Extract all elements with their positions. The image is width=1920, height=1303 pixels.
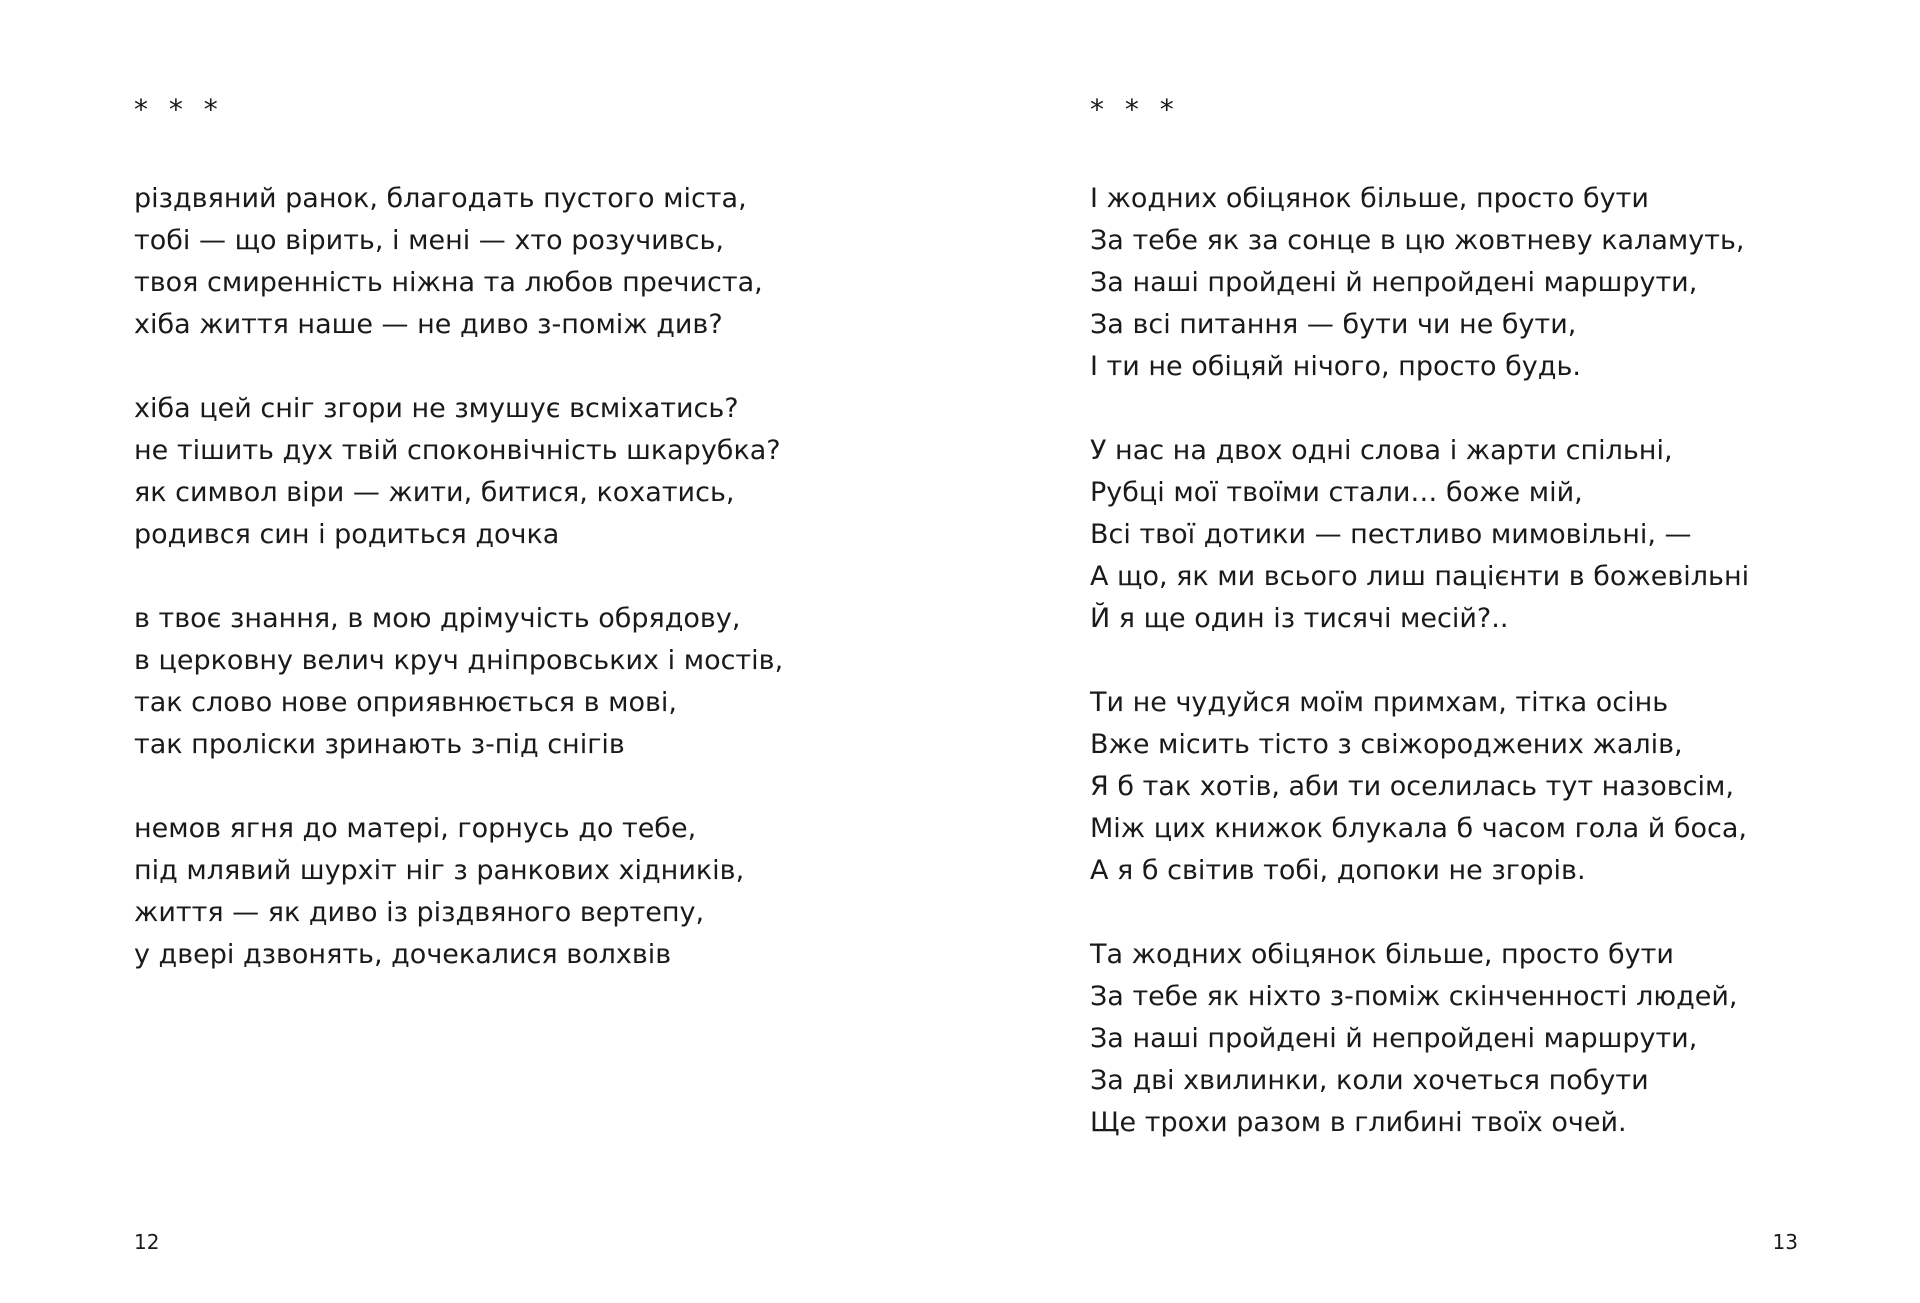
poem-line: тобі — що вірить, і мені — хто розучивсь, — [134, 225, 724, 256]
poem-line: Всі твої дотики — пестливо мимовільні, — — [1090, 519, 1692, 550]
poem-line: Між цих книжок блукала б часом гола й боса, — [1090, 813, 1747, 844]
poem-line: хіба цей сніг згори не змушує всміхатись? — [134, 393, 739, 424]
stanza — [1090, 178, 1749, 388]
stanza — [134, 598, 783, 766]
poem-right — [1090, 178, 1749, 1186]
poem-line: За тебе як ніхто з-поміж скінченності людей, — [1090, 981, 1738, 1012]
poem-line: За наші пройдені й непройдені маршрути, — [1090, 267, 1698, 298]
poem-line: так проліски зринають з-під снігів — [134, 729, 625, 760]
poem-line: У нас на двох одні слова і жарти спільні, — [1090, 435, 1673, 466]
poem-line: різдвяний ранок, благодать пустого міста, — [134, 183, 747, 214]
stanza — [134, 808, 783, 976]
right-page — [960, 0, 1920, 1303]
poem-line: родився син і родиться дочка — [134, 519, 560, 550]
poem-line: За дві хвилинки, коли хочеться побути — [1090, 1065, 1649, 1096]
poem-line: життя — як диво із різдвяного вертепу, — [134, 897, 705, 928]
poem-line: Рубці мої твоїми стали… боже мій, — [1090, 477, 1583, 508]
poem-line: як символ віри — жити, битися, кохатись, — [134, 477, 735, 508]
poem-line: За тебе як за сонце в цю жовтневу каламуть, — [1090, 225, 1745, 256]
poem-line: не тішить дух твій споконвічність шкарубка? — [134, 435, 781, 466]
poem-line: Й я ще один із тисячі месій?.. — [1090, 603, 1509, 634]
section-separator: * * * — [1090, 93, 1180, 126]
stanza — [1090, 682, 1749, 892]
poem-line: так слово нове оприявнюється в мові, — [134, 687, 677, 718]
poem-line: в твоє знання, в мою дрімучість обрядову, — [134, 603, 741, 634]
poem-line: Ти не чудуйся моїм примхам, тітка осінь — [1090, 687, 1669, 718]
poem-line: А я б світив тобі, допоки не згорів. — [1090, 855, 1586, 886]
poem-left — [134, 178, 783, 1018]
poem-line: І жодних обіцянок більше, просто бути — [1090, 183, 1649, 214]
stanza — [134, 388, 783, 556]
poem-line: За наші пройдені й непройдені маршрути, — [1090, 1023, 1698, 1054]
poem-line: А що, як ми всього лиш пацієнти в божевільні — [1090, 561, 1750, 592]
stanza — [1090, 430, 1749, 640]
poem-line: Я б так хотів, аби ти оселилась тут назовсім, — [1090, 771, 1734, 802]
poem-line: Та жодних обіцянок більше, просто бути — [1090, 939, 1674, 970]
poem-line: Ще трохи разом в глибині твоїх очей. — [1090, 1107, 1627, 1138]
poem-line: твоя смиренність ніжна та любов пречиста, — [134, 267, 763, 298]
poem-line: немов ягня до матері, горнусь до тебе, — [134, 813, 697, 844]
poem-line: Вже місить тісто з свіжороджених жалів, — [1090, 729, 1683, 760]
stanza — [134, 178, 783, 346]
poem-line: хіба життя наше — не диво з-поміж див? — [134, 309, 723, 340]
poem-line: в церковну велич круч дніпровських і мостів, — [134, 645, 784, 676]
poem-line: І ти не обіцяй нічого, просто будь. — [1090, 351, 1581, 382]
page-number: 12 — [134, 1230, 160, 1254]
poem-line: За всі питання — бути чи не бути, — [1090, 309, 1577, 340]
poem-line: у двері дзвонять, дочекалися волхвів — [134, 939, 672, 970]
section-separator: * * * — [134, 93, 224, 126]
poem-line: під млявий шурхіт ніг з ранкових хідників, — [134, 855, 745, 886]
page-number: 13 — [1772, 1230, 1798, 1254]
stanza — [1090, 934, 1749, 1144]
